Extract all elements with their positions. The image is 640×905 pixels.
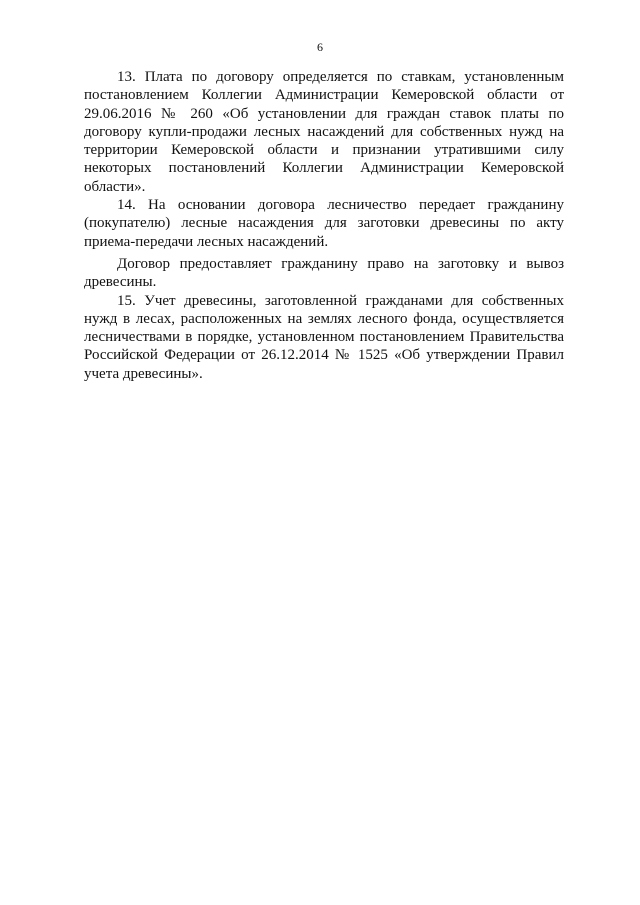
page-number: 6	[317, 40, 323, 54]
paragraph-13-payment: 13. Плата по договору определяется по ставкам, установленным постановлением Коллегии Администрации Кемеровской области от 29.06.2016 № 260 «Об установлении для граждан ставок платы по договору купли-продажи лесных насаждений для собственных нужд на территории Кемеровской области и признании утратившими силу некоторых постановлений Коллегии Администрации Кемеровской области».	[84, 69, 564, 195]
document-body	[84, 68, 564, 383]
paragraph-contract-right: Договор предоставляет гражданину право на заготовку и вывоз древесины.	[84, 255, 564, 291]
paragraph-15-accounting: 15. Учет древесины, заготовленной гражданами для собственных нужд в лесах, расположенных на землях лесного фонда, осуществляется лесничествами в порядке, установленном постановлением Правительства Российской Федерации от 26.12.2014 № 1525 «Об утверждении Правил учета древесины».	[84, 292, 564, 382]
paragraph-14-transfer: 14. На основании договора лесничество передает гражданину (покупателю) лесные насаждения для заготовки древесины по акту приема-передачи лесных насаждений.	[84, 197, 564, 250]
